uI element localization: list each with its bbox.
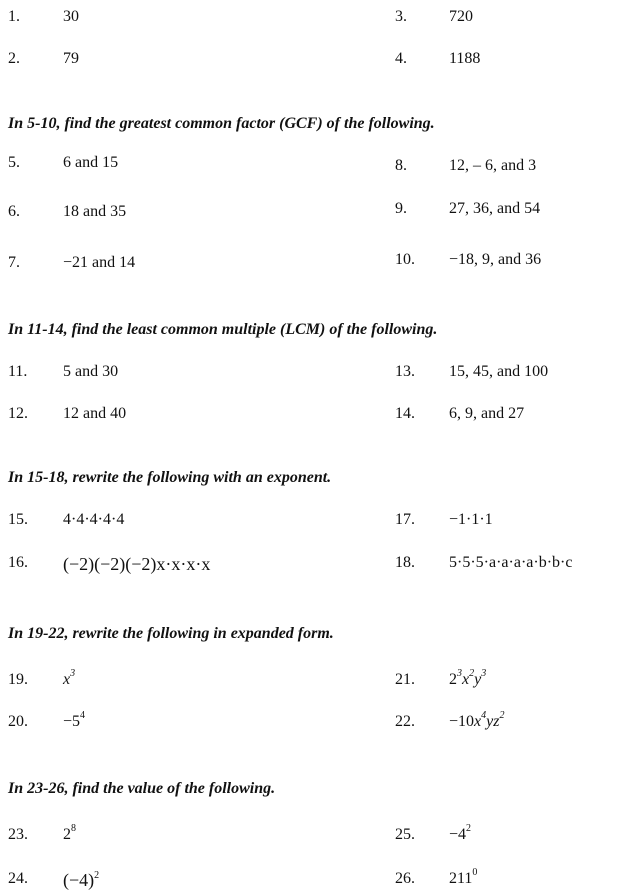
problem-value: 6 and 15 bbox=[63, 154, 119, 171]
problem-number: 25. bbox=[395, 826, 415, 843]
problem-row bbox=[0, 867, 643, 894]
math-expression bbox=[449, 823, 472, 844]
base: −4 bbox=[449, 826, 467, 843]
base: x bbox=[63, 671, 71, 688]
problem-row bbox=[0, 251, 643, 278]
problem-number: 21. bbox=[395, 671, 415, 688]
problem-row bbox=[0, 511, 643, 535]
section-heading-value: In 23-26, find the value of the following. bbox=[8, 780, 276, 797]
problem-value: 18 and 35 bbox=[63, 203, 127, 220]
problem-row bbox=[0, 50, 643, 74]
problem-number: 4. bbox=[395, 50, 407, 67]
problem-value: 30 bbox=[63, 8, 79, 25]
problem-number: 22. bbox=[395, 713, 415, 730]
problem-number: 16. bbox=[8, 554, 28, 571]
base: 211 bbox=[449, 870, 473, 887]
section-heading-gcf: In 5-10, find the greatest common factor (GCF) of the following. bbox=[8, 115, 435, 132]
problem-number: 9. bbox=[395, 200, 407, 217]
problem-value: −21 and 14 bbox=[63, 254, 136, 271]
problem-value: −18, 9, and 36 bbox=[449, 251, 542, 268]
problem-number: 17. bbox=[395, 511, 415, 528]
problem-number: 24. bbox=[8, 870, 28, 887]
problem-number: 12. bbox=[8, 405, 28, 422]
base: (−4) bbox=[63, 870, 95, 890]
math-expression bbox=[449, 668, 487, 689]
base: yz bbox=[486, 713, 500, 730]
problem-number: 13. bbox=[395, 363, 415, 380]
problem-value: 12 and 40 bbox=[63, 405, 127, 422]
coefficient: −10 bbox=[449, 713, 475, 730]
problem-row bbox=[0, 668, 643, 695]
exponent: 4 bbox=[481, 710, 487, 721]
math-expression bbox=[63, 823, 76, 844]
problem-number: 6. bbox=[8, 203, 20, 220]
problem-number: 1. bbox=[8, 8, 20, 25]
problem-row bbox=[0, 200, 643, 227]
problem-number: 3. bbox=[395, 8, 407, 25]
exponent: 3 bbox=[481, 668, 487, 679]
problem-value: 1188 bbox=[449, 50, 481, 67]
base: 2 bbox=[63, 826, 71, 843]
exponent: 2 bbox=[499, 710, 505, 721]
problem-number: 8. bbox=[395, 157, 407, 174]
problem-value: 12, – 6, and 3 bbox=[449, 157, 537, 174]
math-expression bbox=[63, 668, 76, 689]
problem-value: 15, 45, and 100 bbox=[449, 363, 549, 380]
problem-number: 14. bbox=[395, 405, 415, 422]
problem-row bbox=[0, 710, 643, 737]
problem-value: 27, 36, and 54 bbox=[449, 200, 541, 217]
problem-number: 11. bbox=[8, 363, 28, 380]
problem-value: 5·5·5·a·a·a·a·b·b·c bbox=[449, 554, 573, 571]
base: x bbox=[474, 713, 482, 730]
problem-value: −1·1·1 bbox=[449, 511, 493, 528]
problem-number: 5. bbox=[8, 154, 20, 171]
problem-value: (−2)(−2)(−2)x·x·x·x bbox=[63, 554, 211, 574]
problem-value: 79 bbox=[63, 50, 79, 67]
base: 2 bbox=[449, 671, 457, 688]
base: −5 bbox=[63, 713, 81, 730]
problem-row bbox=[0, 363, 643, 387]
problem-number: 26. bbox=[395, 870, 415, 887]
exponent: 3 bbox=[457, 668, 462, 679]
math-expression bbox=[63, 710, 86, 731]
problem-number: 23. bbox=[8, 826, 28, 843]
math-expression bbox=[63, 870, 99, 891]
section-heading-lcm: In 11-14, find the least common multiple (LCM) of the following. bbox=[8, 321, 438, 338]
base: y bbox=[474, 671, 482, 688]
math-expression bbox=[449, 867, 478, 888]
problem-number: 19. bbox=[8, 671, 28, 688]
problem-row bbox=[0, 8, 643, 32]
math-expression bbox=[449, 710, 505, 731]
problem-number: 10. bbox=[395, 251, 415, 268]
exponent: 2 bbox=[469, 668, 475, 679]
exponent: 4 bbox=[80, 710, 86, 721]
exponent: 8 bbox=[71, 823, 76, 834]
problem-value: 6, 9, and 27 bbox=[449, 405, 525, 422]
problem-number: 20. bbox=[8, 713, 28, 730]
problem-row bbox=[0, 554, 643, 578]
problem-value: 5 and 30 bbox=[63, 363, 119, 380]
problem-value: 720 bbox=[449, 8, 473, 25]
problem-value: 4·4·4·4·4 bbox=[63, 511, 125, 528]
exponent: 2 bbox=[94, 870, 100, 881]
section-heading-exponent: In 15-18, rewrite the following with an exponent. bbox=[8, 469, 332, 486]
problem-row bbox=[0, 823, 643, 850]
problem-row bbox=[0, 154, 643, 178]
base: x bbox=[462, 671, 470, 688]
problem-number: 7. bbox=[8, 254, 20, 271]
problem-number: 15. bbox=[8, 511, 28, 528]
exponent: 0 bbox=[472, 867, 478, 878]
problem-row bbox=[0, 405, 643, 429]
exponent: 3 bbox=[70, 668, 76, 679]
problem-number: 18. bbox=[395, 554, 415, 571]
problem-number: 2. bbox=[8, 50, 20, 67]
exponent: 2 bbox=[466, 823, 472, 834]
section-heading-expanded: In 19-22, rewrite the following in expanded form. bbox=[8, 625, 334, 642]
